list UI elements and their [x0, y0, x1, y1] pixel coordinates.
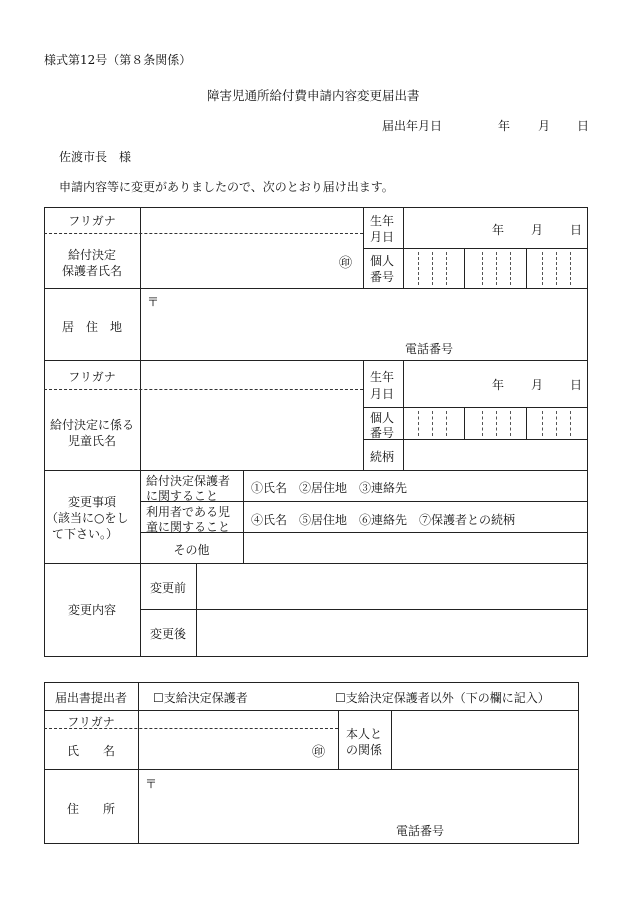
other-change-field[interactable] — [244, 533, 587, 563]
addressee: 佐渡市長 様 — [59, 150, 132, 164]
change-items-label-2: （該当に○をし — [46, 511, 129, 525]
guardian-kojin-label-2: 番号 — [370, 270, 395, 284]
intro-text: 申請内容等に変更がありましたので、次のとおり届け出ます。 — [59, 180, 394, 194]
submitter-option-other[interactable]: ☐支給決定保護者以外（下の欄に記入） — [335, 691, 550, 705]
child-name-label-1: 給付決定に係る — [49, 418, 134, 432]
guardian-name-label-2: 保護者氏名 — [61, 264, 122, 278]
child-furigana-field[interactable] — [141, 361, 363, 389]
child-birth-label-2: 月日 — [370, 387, 395, 401]
filing-date-year: 年 — [498, 119, 511, 133]
child-relation-label: 続柄 — [370, 450, 395, 464]
guardian-change-options[interactable]: ①氏名 ②居住地 ③連絡先 — [251, 481, 408, 495]
relation-label-2: の関係 — [346, 743, 383, 757]
before-change-label: 変更前 — [149, 581, 186, 595]
child-kojin-label-2: 番号 — [370, 426, 395, 440]
child-category-2: 童に関すること — [146, 520, 231, 534]
residence-phone-label: 電話番号 — [405, 342, 454, 356]
filing-date-label: 届出年月日 — [382, 119, 443, 133]
form-number: 様式第12号（第８条関係） — [44, 53, 192, 67]
child-relation-field[interactable] — [404, 440, 587, 470]
submitter-postal-mark: 〒 — [145, 777, 158, 791]
child-name-label-2: 児童氏名 — [67, 434, 116, 448]
child-birth-day: 日 — [570, 378, 583, 392]
child-furigana-label: フリガナ — [68, 370, 116, 384]
submitter-seal-mark: ㊞ — [312, 745, 326, 760]
guardian-birth-label-1: 生年 — [370, 214, 395, 228]
child-birth-label-1: 生年 — [370, 370, 395, 384]
submitter-label: 届出書提出者 — [54, 691, 127, 705]
child-name-field[interactable] — [141, 390, 363, 470]
form-title: 障害児通所給付費申請内容変更届出書 — [207, 88, 420, 103]
filing-date-month: 月 — [538, 119, 551, 133]
guardian-seal-mark: ㊞ — [339, 256, 353, 271]
relation-field[interactable] — [392, 711, 578, 769]
submitter-furigana-field[interactable] — [139, 711, 338, 728]
after-change-field[interactable] — [197, 610, 587, 656]
submitter-option-guardian[interactable]: ☐支給決定保護者 — [153, 691, 248, 705]
guardian-birth-month: 月 — [531, 223, 544, 237]
submitter-name-label: 氏 名 — [66, 744, 115, 758]
before-change-field[interactable] — [197, 564, 587, 609]
change-items-label-1: 変更事項 — [67, 495, 116, 509]
guardian-category-1: 給付決定保護者 — [146, 474, 231, 488]
submitter-address-label: 住 所 — [66, 802, 115, 816]
change-items-label-3: て下さい。） — [52, 527, 119, 541]
guardian-furigana-field[interactable] — [141, 208, 363, 233]
child-kojin-label-1: 個人 — [370, 411, 395, 425]
residence-postal-mark: 〒 — [147, 295, 160, 309]
relation-label-1: 本人と — [346, 727, 383, 741]
child-birth-month: 月 — [531, 378, 544, 392]
submitter-furigana-label: フリガナ — [67, 715, 115, 729]
residence-label: 居 住 地 — [61, 320, 122, 334]
guardian-furigana-label: フリガナ — [68, 214, 116, 228]
guardian-individual-number-field[interactable] — [404, 249, 587, 288]
child-birth-year: 年 — [492, 378, 505, 392]
child-category-1: 利用者である児 — [146, 505, 231, 519]
guardian-category-2: に関すること — [146, 489, 219, 503]
filing-date-day: 日 — [577, 119, 590, 133]
submitter-name-field[interactable] — [139, 729, 338, 769]
guardian-name-field[interactable] — [141, 234, 363, 288]
guardian-kojin-label-1: 個人 — [370, 254, 395, 268]
after-change-label: 変更後 — [149, 627, 186, 641]
other-category: その他 — [173, 543, 210, 557]
change-content-label: 変更内容 — [67, 603, 116, 617]
guardian-birth-label-2: 月日 — [370, 230, 395, 244]
guardian-birth-year: 年 — [492, 223, 505, 237]
guardian-name-label-1: 給付決定 — [67, 248, 116, 262]
guardian-birth-day: 日 — [570, 223, 583, 237]
submitter-address-field[interactable] — [139, 770, 578, 843]
submitter-phone-label: 電話番号 — [396, 824, 445, 838]
child-change-options[interactable]: ④氏名 ⑤居住地 ⑥連絡先 ⑦保護者との続柄 — [251, 513, 516, 527]
child-individual-number-field[interactable] — [404, 408, 587, 439]
residence-field[interactable] — [141, 289, 587, 360]
